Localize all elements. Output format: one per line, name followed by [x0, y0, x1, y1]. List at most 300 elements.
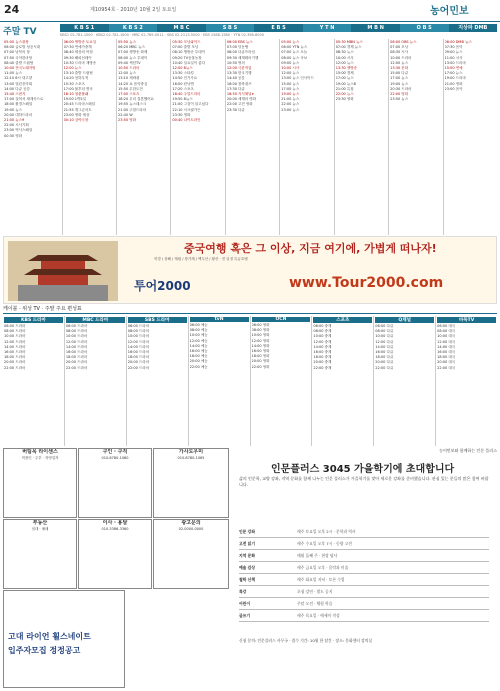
course-name: 어린이	[239, 601, 251, 606]
cable-listing: 14:00 드라마	[4, 344, 26, 349]
cable-listing: 10:00 드라마	[65, 334, 88, 339]
course-name: 지역 문화	[239, 553, 255, 558]
cable-listing: 10:00 영화	[251, 333, 270, 338]
classifieds-block	[3, 448, 227, 588]
cable-listing: 14:00 영화	[251, 343, 270, 348]
humanities-ad-banner: 농어민보와 함께하는 인문 플러스	[439, 448, 497, 453]
program-listing: 20:30 드라마	[390, 86, 412, 91]
program-listing: 06:00 생방송 토요일	[63, 40, 97, 44]
classified-title: 가사도우미	[178, 449, 204, 455]
cable-listing: 22:00 드라마	[65, 365, 88, 370]
cable-schedule-grid	[3, 316, 497, 446]
cable-listing: 16:00 드라마	[4, 350, 26, 355]
classified-detail: 010-3386-3360	[101, 527, 129, 531]
program-listing: 17:00 뉴스	[335, 76, 354, 81]
schedule-column	[3, 39, 63, 235]
program-listing: 12:00 뉴스	[281, 71, 300, 76]
cable-channel-name: tvN	[190, 317, 249, 322]
cable-listing: 20:00 대국	[437, 360, 456, 365]
program-listing: 08:00 뉴스 투데이	[118, 55, 148, 60]
program-listing: 13:10 세바퀴	[118, 76, 140, 81]
classified-title: 구인 · 구직	[102, 449, 128, 455]
program-listing: 21:00 뉴스	[281, 97, 300, 102]
program-listing: 15:00 다큐	[390, 71, 409, 76]
cable-listing: 06:00 드라마	[65, 324, 88, 328]
program-listing: 19:00 드라마	[444, 76, 466, 81]
program-listing: 20:00 세계의 명화	[226, 97, 257, 102]
course-table	[239, 526, 489, 622]
program-listing: 19:00 뉴스	[281, 92, 300, 97]
program-listing: 12:00 뉴스	[118, 71, 136, 76]
course-name: 철학 산책	[239, 577, 255, 582]
program-listing: 21:00 뉴스9	[4, 118, 25, 123]
cable-listing: 18:00 드라마	[127, 355, 150, 360]
cable-listing: 20:00 드라마	[127, 360, 150, 365]
program-listing: 17:00 뉴스	[444, 71, 463, 76]
cable-listing: 18:00 다큐	[375, 355, 394, 360]
classified-title: 부동산	[32, 520, 48, 526]
program-listing: 23:30 다큐	[226, 107, 245, 112]
channel-header-5: Y T N	[303, 24, 352, 32]
cable-listing: 14:00 드라마	[65, 344, 88, 349]
cable-listing: 20:00 드라마	[4, 360, 26, 365]
cable-listing: 08:00 다큐	[375, 329, 394, 334]
cable-listing: 22:00 드라마	[127, 365, 150, 370]
cable-listing: 14:00 드라마	[127, 344, 150, 349]
course-row	[239, 598, 489, 610]
cable-listing: 22:00 예능	[189, 364, 208, 369]
newspaper-brand: 농어민보	[430, 6, 469, 17]
classified-ad[interactable]	[153, 519, 229, 589]
classified-title: 이사 · 용달	[102, 520, 128, 526]
course-row	[239, 586, 489, 598]
program-listing: 07:00 남북의 창	[4, 50, 30, 55]
program-listing: 14:40 공감	[226, 76, 245, 81]
program-listing: 22:00 영화	[390, 92, 409, 97]
classified-detail: 010-8780-1065	[177, 456, 205, 460]
classified-ad[interactable]	[78, 519, 152, 589]
cable-listing: 20:00 다큐	[375, 360, 394, 365]
cable-column	[3, 316, 65, 446]
program-listing: 07:30 연예가중계	[63, 45, 92, 50]
cable-listing: 16:00 다큐	[375, 350, 394, 355]
cable-listing: 18:00 영화	[251, 354, 270, 359]
program-listing: 21:55 개그콘서트	[63, 107, 92, 112]
cable-listing: 06:00 예능	[189, 323, 208, 327]
cable-listing: 18:00 드라마	[4, 355, 26, 360]
issue-info: 제10954호 · 2010년 10월 2일 토요일	[90, 7, 177, 13]
cable-channel-name: KBS 드라마	[4, 317, 63, 323]
program-listing: 11:00 시사	[444, 55, 463, 60]
course-row	[239, 610, 489, 622]
course-row	[239, 550, 489, 562]
cable-listing: 10:00 다큐	[375, 334, 394, 339]
cable-listing: 22:00 영화	[251, 364, 270, 369]
program-listing: 17:20 스포츠	[172, 86, 194, 91]
cable-listing: 20:00 중계	[313, 360, 332, 365]
cable-listing: 06:00 대국	[437, 324, 456, 328]
course-row	[239, 562, 489, 574]
course-row	[239, 574, 489, 586]
program-listing: 00:30 영화	[4, 133, 22, 138]
cable-column	[312, 316, 374, 446]
program-listing: 22:10 시크릿가든	[172, 107, 201, 112]
cable-listing: 22:00 중계	[313, 365, 332, 370]
cable-listing: 16:00 예능	[189, 349, 208, 354]
program-listing: 22:40 W	[118, 112, 133, 117]
program-listing: 13:30 한국기행	[226, 71, 252, 76]
travel-advertisement[interactable]	[3, 236, 497, 304]
travel-headline: 중국여행 혹은 그 이상, 지금 여기에, 가볍게 떠나자!	[184, 242, 437, 255]
cable-listing: 16:00 중계	[313, 350, 332, 355]
course-detail: 주말 오전 · 체험 학습	[297, 601, 333, 606]
program-listing: 10:30 드라마 재방송	[63, 60, 97, 65]
program-listing: 05:50 뉴스	[118, 40, 136, 44]
program-listing: 18:00 환경스페셜	[4, 102, 33, 107]
cable-listing: 10:00 대국	[437, 334, 456, 339]
program-listing: 23:50 뉴스	[390, 97, 409, 102]
section-title: 주말 TV	[3, 27, 37, 37]
program-listing: 10:00 시사	[335, 55, 354, 60]
classified-ad[interactable]	[153, 448, 229, 518]
cable-listing: 12:00 중계	[313, 339, 332, 344]
program-listing: 07:00 뉴스 오늘	[281, 50, 308, 55]
channel-header-1: K B S 2	[109, 24, 158, 32]
humanities-ad-title: 인문플러스 3045 가을학기에 초대합니다	[271, 464, 455, 475]
cable-listing: 06:00 드라마	[4, 324, 26, 328]
program-listing: 11:00 뉴스	[4, 71, 22, 76]
program-listing: 14:20 쇼 음악중심	[118, 81, 148, 86]
program-listing: 13:30 문화	[390, 66, 409, 71]
program-listing: 09:00 뉴스	[444, 50, 463, 55]
schedule-column	[335, 39, 389, 235]
cable-channel-name: SBS 드라마	[128, 317, 187, 323]
schedule-column	[280, 39, 334, 235]
course-name: 예술 감상	[239, 565, 255, 570]
program-listing: 23:00 음악	[444, 86, 463, 91]
program-listing: 21:00 영화	[444, 81, 463, 86]
cable-listing: 14:00 중계	[313, 344, 332, 349]
cable-listing: 18:00 예능	[189, 354, 208, 359]
program-listing: 16:00 장학퀴즈	[226, 81, 252, 86]
course-name: 인문 강좌	[239, 529, 255, 534]
cable-listing: 12:00 대국	[437, 339, 456, 344]
program-listing: 19:50 8뉴스	[172, 97, 193, 102]
cable-listing: 06:00 드라마	[127, 324, 150, 328]
program-listing: 17:00 뉴스	[390, 76, 409, 81]
schedule-column	[117, 39, 171, 235]
cable-listing: 10:00 예능	[189, 333, 208, 338]
program-listing: 10:00 시사	[281, 66, 300, 71]
program-listing: 19:00 뉴스	[390, 81, 409, 86]
program-listing: 10:40 일요일이 좋다	[172, 60, 206, 65]
cable-section-bar: 케이블 · 위성 TV · 주말 주요 편성표	[3, 305, 497, 314]
program-listing: 23:00 영화 세상	[63, 112, 90, 117]
cable-listing: 12:00 영화	[251, 338, 270, 343]
program-listing: 05:30 MBN 뉴스	[335, 40, 363, 44]
course-detail: 매주 토요일 오후 2시 · 문학과 역사	[297, 529, 356, 534]
cable-listing: 12:00 드라마	[4, 339, 26, 344]
program-listing: 19:00 뉴스	[4, 107, 22, 112]
humanities-advertisement	[231, 448, 497, 688]
housing-ad-title: 고대 라이언 휠스네이트	[8, 632, 91, 641]
channel-header-8: 지상파 DMB	[449, 24, 498, 32]
program-listing: 12:00 8뉴스	[172, 66, 193, 71]
cable-listing: 08:00 대국	[437, 329, 456, 334]
program-listing: 12:00 극한직업	[226, 66, 252, 71]
program-listing: 08:40 출발 드림팀	[4, 60, 34, 65]
program-listing: 21:00 특집	[335, 86, 354, 91]
cable-listing: 08:00 드라마	[4, 329, 26, 334]
cable-listing: 22:00 대국	[437, 365, 456, 370]
humanities-ad-info: 신청 문의: 인문플러스 사무국 · 접수 기간: 10월 한 달간 · 장소: 문화센터 강의실	[239, 638, 373, 643]
program-listing: 23:00 뉴스	[281, 107, 300, 112]
cable-listing: 22:00 다큐	[375, 365, 394, 370]
cable-listing: 06:00 영화	[251, 323, 270, 327]
cable-listing: 12:00 다큐	[375, 339, 394, 344]
program-listing: 06:00 EBS 뉴스	[226, 40, 253, 44]
schedule-column	[171, 39, 225, 235]
cable-listing: 10:00 드라마	[4, 334, 26, 339]
program-listing: 14:20 천하무적	[63, 76, 89, 81]
cable-column	[374, 316, 436, 446]
program-listing: 09:30 세계테마기행	[226, 55, 259, 60]
program-listing: 12:10 6시 내고향	[4, 76, 33, 81]
course-name: 고전 읽기	[239, 541, 255, 546]
program-listing: 06:00 YTN 뉴스	[281, 45, 308, 50]
program-listing: 10:50 명의	[226, 60, 245, 65]
classified-title: 버팀목 라이센스	[22, 449, 58, 455]
course-detail: 매주 수요일 오후 7시 · 동양 고전	[297, 541, 352, 546]
program-listing: 17:00 걸어서 세계속으로	[4, 97, 44, 102]
classified-detail: 직장인 · 주부 · 자영업자	[21, 456, 59, 460]
cable-listing: 08:00 드라마	[65, 329, 88, 334]
travel-brand: 투어2000	[134, 279, 191, 293]
program-listing: 10:00 드라마	[390, 55, 412, 60]
channel-header-3: S B S	[206, 24, 255, 32]
course-detail: 매주 화요일 저녁 · 토론 수업	[297, 577, 345, 582]
program-listing: 10:00 전국노래자랑	[4, 66, 36, 71]
program-listing: 23:30 영화	[172, 112, 191, 117]
cable-listing: 16:00 대국	[437, 350, 456, 355]
program-listing: 08:30 시사	[390, 50, 409, 55]
cable-channel-name: Q채널	[375, 317, 434, 323]
program-listing: 09:30 해피선데이	[63, 55, 92, 60]
classified-detail: 02-0000-0000	[178, 527, 204, 531]
program-listing: 15:40 스펀지	[4, 92, 26, 97]
page-number: 24	[4, 3, 20, 16]
program-listing: 07:00 출발 모닝	[172, 45, 199, 50]
program-listing: 23:00 역사스페셜	[4, 128, 33, 133]
cable-listing: 20:00 드라마	[65, 360, 88, 365]
program-listing: 15:00 경제	[335, 71, 354, 76]
channel-header-4: E B S	[254, 24, 303, 32]
program-listing: 10:50 드라마	[118, 66, 140, 71]
cable-listing: 08:00 중계	[313, 329, 332, 334]
page-header	[0, 0, 500, 22]
cable-column	[436, 316, 497, 446]
program-listing: 18:40 주말드라마	[172, 92, 201, 97]
housing-ad-subtitle: 입주자모집 정정공고	[8, 646, 81, 655]
program-listing: 15:00 뉴스	[281, 81, 300, 86]
program-listing: 09:00 뉴스	[281, 60, 300, 65]
program-listing: 21:00 그것이 알고싶다	[172, 102, 209, 107]
classified-ad[interactable]	[3, 448, 77, 518]
program-listing: 07:00 딩동댕	[226, 45, 249, 50]
housing-advertisement[interactable]	[3, 590, 125, 688]
cable-channel-name: 바둑TV	[437, 317, 496, 323]
cable-column	[65, 316, 127, 446]
program-listing: 05:00 뉴스	[281, 40, 300, 44]
cable-listing: 08:00 드라마	[127, 329, 150, 334]
cable-listing: 12:00 드라마	[65, 339, 88, 344]
cable-listing: 22:00 드라마	[4, 365, 26, 370]
program-listing: 18:10 청춘불패	[63, 92, 89, 97]
program-listing: 14:00 다큐 공감	[4, 86, 30, 91]
schedule-column	[444, 39, 497, 235]
program-listing: 06:00 DMB 뉴스	[444, 40, 472, 44]
program-listing: 13:00 드라마	[444, 60, 466, 65]
cable-listing: 10:00 드라마	[127, 334, 150, 339]
program-listing: 08:40 세상의 아침	[63, 50, 93, 55]
program-listing: 00:10 심야극장	[63, 118, 89, 123]
cable-listing: 14:00 예능	[189, 343, 208, 348]
program-listing: 13:10 출발 드림팀	[63, 71, 93, 76]
temple-illustration	[8, 241, 118, 301]
channel-header-7: O B S	[400, 24, 449, 32]
program-listing: 21:00 주말드라마	[118, 107, 147, 112]
cable-listing: 12:00 드라마	[127, 339, 150, 344]
program-listing: 09:20 TV동물농장	[172, 55, 202, 60]
course-detail: 매주 금요일 오후 · 음악과 미술	[297, 565, 349, 570]
channel-contact-line: KBS1 02-781-1000 · KBS2 02-781-1000 · MBC 02-789-0011 · SBS 02-2113-5000 · EBS 1588-1580 · YTN 02-398-8000	[60, 33, 264, 37]
program-listing: 07:50 국악한마당	[4, 55, 33, 60]
course-detail: 초청 강연 · 별도 공지	[297, 589, 333, 594]
program-listing: 08:10 생방송 투데이	[172, 50, 206, 55]
program-listing: 22:00 시사기획	[4, 123, 29, 128]
program-listing: 20:00 대하드라마	[4, 112, 33, 117]
classified-detail: 010-6780-1060	[101, 456, 129, 460]
program-listing: 18:50 지식채널e	[226, 92, 254, 97]
cable-column	[127, 316, 189, 446]
program-listing: 06:00 OBS 뉴스	[390, 40, 417, 44]
cable-column	[251, 316, 313, 446]
program-listing: 22:00 고전 영화	[226, 102, 253, 107]
cable-channel-name: OCN	[252, 317, 311, 322]
program-listing: 06:20 MBC 뉴스	[118, 45, 145, 50]
program-listing: 13:00 열린음악회	[4, 81, 33, 86]
course-detail: 매주 목요일 · 에세이 작성	[297, 613, 340, 618]
program-listing: 15:50 무한도전	[118, 86, 143, 91]
cable-listing: 20:00 예능	[189, 359, 208, 364]
cable-listing: 06:00 다큐	[375, 324, 394, 328]
cable-listing: 16:00 영화	[251, 349, 270, 354]
program-listing: 17:00 뉴스	[281, 86, 300, 91]
program-listing: 19:00 뉴스8	[335, 81, 356, 86]
program-listing: 13:30 스타킹	[172, 71, 194, 76]
classified-ad[interactable]	[3, 519, 77, 589]
program-listing: 08:00 다큐프라임	[226, 50, 255, 55]
program-listing: 08:30 뉴스	[335, 50, 354, 55]
program-listing: 07:30 음악	[444, 45, 463, 50]
cable-listing: 16:00 드라마	[127, 350, 150, 355]
cable-listing: 18:00 드라마	[65, 355, 88, 360]
cable-listing: 16:00 드라마	[65, 350, 88, 355]
program-listing: 12:00 뉴스	[63, 66, 82, 71]
program-listing: 15:00 연예	[444, 66, 463, 71]
program-listing: 12:00 뉴스	[390, 60, 409, 65]
course-detail: 매월 둘째 주 · 현장 답사	[297, 553, 338, 558]
humanities-ad-body: 삶의 인문학, 교양 강좌, 지역 문화를 함께 나누는 인문 플러스가 가을학기를 맞아 새로운 강좌를 준비했습니다. 관심 있는 분들의 많은 참여 바랍니다.	[239, 476, 489, 487]
program-listing: 17:00 스포츠	[118, 92, 140, 97]
course-name: 글쓰기	[239, 613, 251, 618]
program-listing: 23:30 영화	[335, 97, 354, 102]
program-listing: 19:55 뉴스데스크	[118, 102, 147, 107]
program-listing: 17:30 다큐	[226, 86, 245, 91]
program-listing: 12:00 뉴스	[335, 60, 354, 65]
program-listing: 05:30 모닝와이드	[172, 40, 201, 44]
classified-ad[interactable]	[78, 448, 152, 518]
channel-header-bar	[60, 24, 497, 32]
cable-column	[189, 316, 251, 446]
cable-channel-name: MBC 드라마	[66, 317, 125, 323]
program-listing: 07:00 경제 뉴스	[335, 45, 362, 50]
schedule-column	[226, 39, 280, 235]
program-listing: 07:00 모닝	[390, 45, 409, 50]
program-listing: 00:40 나이트라인	[172, 118, 201, 123]
program-listing: 06:00 글로벌 성공시대	[4, 45, 40, 50]
cable-listing: 14:00 대국	[437, 344, 456, 349]
course-name: 특강	[239, 589, 247, 594]
schedule-column	[389, 39, 443, 235]
cable-listing: 18:00 대국	[437, 355, 456, 360]
classified-detail: 임대 · 매매	[31, 527, 49, 531]
cable-listing: 08:00 영화	[251, 328, 270, 333]
cable-listing: 08:00 예능	[189, 328, 208, 333]
cable-listing: 18:00 중계	[313, 355, 332, 360]
channel-header-0: K B S 1	[60, 24, 109, 32]
program-listing: 20:45 드라마스페셜	[63, 102, 96, 107]
program-listing: 07:00 생방송 화제	[118, 50, 148, 55]
classified-title: 광고문의	[181, 520, 201, 526]
cable-listing: 20:00 영화	[251, 359, 270, 364]
cable-listing: 10:00 중계	[313, 334, 332, 339]
channel-header-6: M B N	[351, 24, 400, 32]
cable-listing: 06:00 중계	[313, 324, 332, 328]
course-row	[239, 538, 489, 550]
cable-channel-name: 스포츠	[313, 317, 372, 323]
travel-subline: 북경 / 상해 / 계림 / 장가계 / 백두산 / 황산 · 전 일정 특급호텔	[154, 257, 248, 261]
program-listing: 08:00 뉴스 속보	[281, 55, 308, 60]
cable-listing: 12:00 예능	[189, 338, 208, 343]
program-listing: 19:00 1박2일	[63, 97, 86, 102]
program-listing: 13:00 뉴스 인사이드	[281, 76, 314, 81]
program-listing: 17:00 불후의 명곡	[63, 86, 93, 91]
program-listing: 14:50 인기가요	[172, 76, 198, 81]
course-row	[239, 526, 489, 538]
schedule-column	[63, 39, 117, 235]
program-listing: 23:50 영화	[118, 118, 136, 123]
travel-url[interactable]: www.Tour2000.com	[289, 275, 444, 291]
program-listing: 16:00 런닝맨	[172, 81, 194, 86]
program-listing: 22:00 뉴스	[335, 92, 354, 97]
program-listing: 09:40 섹션TV	[118, 60, 141, 65]
program-listing: 15:30 스포츠	[63, 81, 85, 86]
program-listing: 05:00 뉴스광장	[4, 40, 29, 44]
program-listing: 22:00 뉴스	[281, 102, 300, 107]
program-listing: 13:30 생방송	[335, 66, 358, 71]
channel-header-2: M B C	[157, 24, 206, 32]
